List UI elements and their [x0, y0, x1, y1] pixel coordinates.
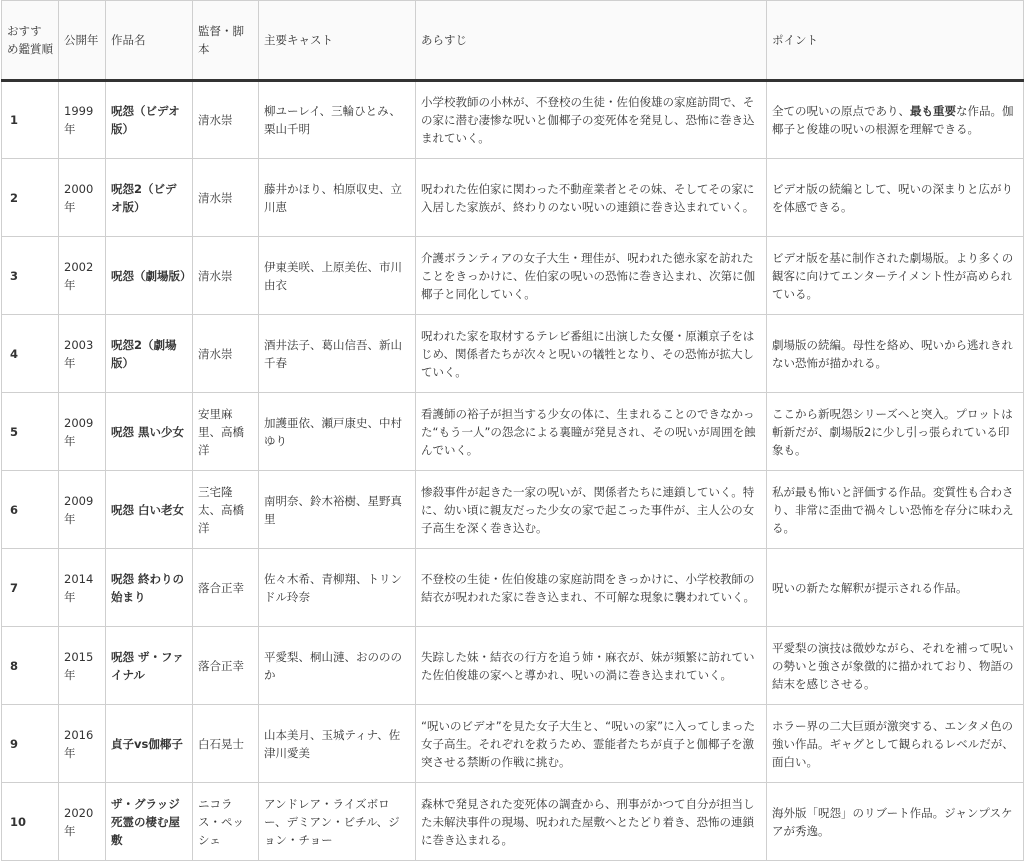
- header-title: 作品名: [106, 1, 193, 81]
- title-cell: ザ・グラッジ 死霊の棲む屋敷: [106, 783, 193, 861]
- table-row: [2, 705, 1024, 783]
- point-text: ホラー界の二大巨頭が激突する、エンタメ色の強い作品。ギャグとして観られるレベルだが、面白い。: [772, 718, 1014, 769]
- director-cell: 安里麻里、高橋洋: [193, 393, 259, 471]
- title-cell: 呪怨（ビデオ版）: [106, 81, 193, 159]
- rank-cell: 1: [2, 81, 59, 159]
- point-text: 平愛梨の演技は微妙ながら、それを補って呪いの勢いと強さが象徴的に描かれており、物語の結末を感じさせる。: [772, 640, 1014, 691]
- header-year: 公開年: [59, 1, 106, 81]
- year-cell: 2003年: [59, 315, 106, 393]
- rank-cell: 5: [2, 393, 59, 471]
- point-cell: [767, 783, 1024, 861]
- point-emphasis: 最も重要: [910, 104, 956, 118]
- header-order: おすすめ鑑賞順: [2, 1, 59, 81]
- cast-cell: 平愛梨、桐山漣、おのののか: [259, 627, 416, 705]
- point-cell: [767, 237, 1024, 315]
- point-text: 海外版「呪怨」のリブート作品。ジャンプスケアが秀逸。: [772, 805, 1013, 838]
- synopsis-cell: “呪いのビデオ”を見た女子大生と、“呪いの家”に入ってしまった女子高生。それぞれを救うため、霊能者たちが貞子と伽椰子を激突させる禁断の作戦に挑む。: [416, 705, 767, 783]
- title-cell: 呪怨 黒い少女: [106, 393, 193, 471]
- table-header-row: [2, 1, 1024, 81]
- table-row: [2, 549, 1024, 627]
- recommendation-table: [1, 0, 1024, 861]
- title-cell: 呪怨（劇場版）: [106, 237, 193, 315]
- point-cell: [767, 393, 1024, 471]
- year-cell: 2014年: [59, 549, 106, 627]
- table-row: [2, 627, 1024, 705]
- cast-cell: 酒井法子、葛山信吾、新山千春: [259, 315, 416, 393]
- synopsis-cell: 森林で発見された変死体の調査から、刑事がかつて自分が担当した未解決事件の現場、呪われた屋敷へとたどり着き、恐怖の連鎖に巻き込まれる。: [416, 783, 767, 861]
- table-body: [2, 81, 1024, 861]
- title-cell: 呪怨2（ビデオ版）: [106, 159, 193, 237]
- synopsis-cell: 失踪した妹・結衣の行方を追う姉・麻衣が、妹が頻繁に訪れていた佐伯俊雄の家へと導かれ、呪いの渦に巻き込まれていく。: [416, 627, 767, 705]
- year-cell: 2020年: [59, 783, 106, 861]
- synopsis-cell: 介護ボランティアの女子大生・理佳が、呪われた徳永家を訪れたことをきっかけに、佐伯家の呪いの恐怖に巻き込まれ、次第に伽椰子と同化していく。: [416, 237, 767, 315]
- rank-cell: 6: [2, 471, 59, 549]
- table-row: [2, 393, 1024, 471]
- director-cell: 清水崇: [193, 81, 259, 159]
- rank-cell: 10: [2, 783, 59, 861]
- year-cell: 2000年: [59, 159, 106, 237]
- director-cell: ニコラス・ペッシェ: [193, 783, 259, 861]
- table-row: [2, 783, 1024, 861]
- rank-cell: 2: [2, 159, 59, 237]
- cast-cell: 佐々木希、青柳翔、トリンドル玲奈: [259, 549, 416, 627]
- point-text-rest: な作品。伽椰子と俊雄の呪いの根源を理解できる。: [772, 104, 1014, 136]
- point-cell: [767, 705, 1024, 783]
- year-cell: 2016年: [59, 705, 106, 783]
- cast-cell: アンドレア・ライズボロー、デミアン・ビチル、ジョン・チョー: [259, 783, 416, 861]
- synopsis-cell: 呪われた家を取材するテレビ番組に出演した女優・原瀬京子をはじめ、関係者たちが次々と呪いの犠牲となり、その恐怖が拡大していく。: [416, 315, 767, 393]
- table-row: [2, 81, 1024, 159]
- year-cell: 2002年: [59, 237, 106, 315]
- point-cell: [767, 627, 1024, 705]
- header-director: 監督・脚本: [193, 1, 259, 81]
- director-cell: 清水崇: [193, 159, 259, 237]
- director-cell: 落合正幸: [193, 627, 259, 705]
- title-cell: 貞子vs伽椰子: [106, 705, 193, 783]
- cast-cell: 南明奈、鈴木裕樹、星野真里: [259, 471, 416, 549]
- rank-cell: 8: [2, 627, 59, 705]
- point-text: 私が最も怖いと評価する作品。変質性も合わさり、非常に歪曲で禍々しい恐怖を存分に味わえる。: [772, 484, 1014, 535]
- point-cell: [767, 471, 1024, 549]
- synopsis-cell: 小学校教師の小林が、不登校の生徒・佐伯俊雄の家庭訪問で、その家に潜む凄惨な呪いと伽椰子の変死体を発見し、恐怖に巻き込まれていく。: [416, 81, 767, 159]
- cast-cell: 伊東美咲、上原美佐、市川由衣: [259, 237, 416, 315]
- title-cell: 呪怨 終わりの始まり: [106, 549, 193, 627]
- year-cell: 2009年: [59, 471, 106, 549]
- director-cell: 清水崇: [193, 237, 259, 315]
- cast-cell: 藤井かほり、柏原収史、立川恵: [259, 159, 416, 237]
- rank-cell: 7: [2, 549, 59, 627]
- table-row: [2, 315, 1024, 393]
- director-cell: 落合正幸: [193, 549, 259, 627]
- point-cell: [767, 315, 1024, 393]
- point-cell: [767, 159, 1024, 237]
- table-row: [2, 237, 1024, 315]
- synopsis-cell: 看護師の裕子が担当する少女の体に、生まれることのできなかった“もう一人”の怨念による裏瞳が発見され、その呪いが周囲を蝕んでいく。: [416, 393, 767, 471]
- year-cell: 2009年: [59, 393, 106, 471]
- title-cell: 呪怨 白い老女: [106, 471, 193, 549]
- cast-cell: 山本美月、玉城ティナ、佐津川愛美: [259, 705, 416, 783]
- point-text: ビデオ版の続編として、呪いの深まりと広がりを体感できる。: [772, 181, 1014, 214]
- title-cell: 呪怨 ザ・ファイナル: [106, 627, 193, 705]
- point-cell: [767, 549, 1024, 627]
- synopsis-cell: 不登校の生徒・佐伯俊雄の家庭訪問をきっかけに、小学校教師の結衣が呪われた家に巻き込まれ、不可解な現象に襲われていく。: [416, 549, 767, 627]
- rank-cell: 9: [2, 705, 59, 783]
- rank-cell: 3: [2, 237, 59, 315]
- header-synopsis: あらすじ: [416, 1, 767, 81]
- cast-cell: 加護亜依、瀬戸康史、中村ゆり: [259, 393, 416, 471]
- cast-cell: 柳ユーレイ、三輪ひとみ、栗山千明: [259, 81, 416, 159]
- title-cell: 呪怨2（劇場版）: [106, 315, 193, 393]
- point-text: 全ての呪いの原点であり、: [772, 104, 910, 118]
- point-text: ここから新呪怨シリーズへと突入。プロットは斬新だが、劇場版2に少し引っ張られている印象も。: [772, 406, 1013, 457]
- director-cell: 白石晃士: [193, 705, 259, 783]
- year-cell: 2015年: [59, 627, 106, 705]
- synopsis-cell: 呪われた佐伯家に関わった不動産業者とその妹、そしてその家に入居した家族が、終わりのない呪いの連鎖に巻き込まれていく。: [416, 159, 767, 237]
- table-row: [2, 159, 1024, 237]
- director-cell: 清水崇: [193, 315, 259, 393]
- rank-cell: 4: [2, 315, 59, 393]
- header-point: ポイント: [767, 1, 1024, 81]
- year-cell: 1999年: [59, 81, 106, 159]
- header-cast: 主要キャスト: [259, 1, 416, 81]
- point-text: ビデオ版を基に制作された劇場版。より多くの観客に向けてエンターテイメント性が高められている。: [772, 250, 1014, 301]
- point-text: 劇場版の続編。母性を絡め、呪いから逃れきれない恐怖が描かれる。: [772, 337, 1014, 370]
- director-cell: 三宅隆太、高橋洋: [193, 471, 259, 549]
- synopsis-cell: 惨殺事件が起きた一家の呪いが、関係者たちに連鎖していく。特に、幼い頃に親友だった少女の家で起こった事件が、主人公の女子高生を深く巻き込む。: [416, 471, 767, 549]
- table-row: [2, 471, 1024, 549]
- point-text: 呪いの新たな解釈が提示される作品。: [772, 580, 968, 595]
- point-cell: [767, 81, 1024, 159]
